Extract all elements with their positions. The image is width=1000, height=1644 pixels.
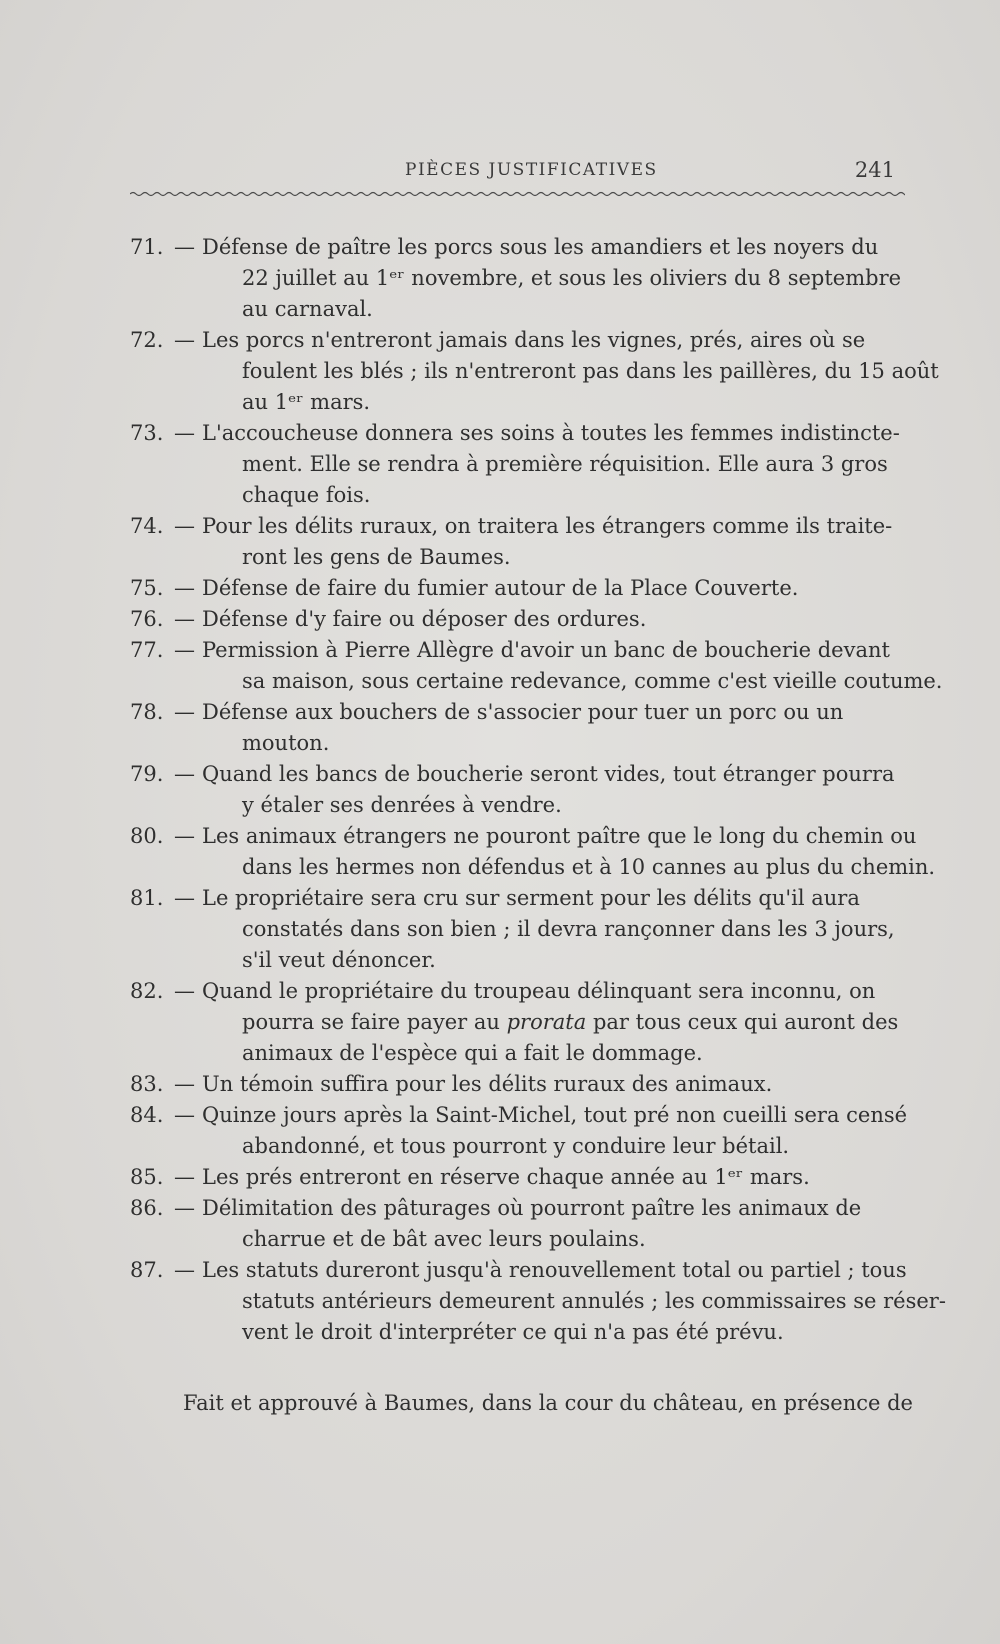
- item-text-line: au 1ᵉʳ mars.: [242, 390, 371, 414]
- item-text-line: Les porcs n'entreront jamais dans les vignes, prés, aires où se: [202, 328, 866, 352]
- item-number: 82.: [130, 979, 164, 1003]
- item-dash: —: [174, 514, 195, 538]
- item-text-line: Défense d'y faire ou déposer des ordures.: [202, 607, 647, 631]
- item-dash: —: [174, 762, 195, 786]
- closing-paragraph: Fait et approuvé à Baumes, dans la cour du château, en présence de: [183, 1391, 913, 1415]
- item-dash: —: [174, 979, 195, 1003]
- statute-item: [130, 1193, 910, 1255]
- item-number: 79.: [130, 762, 164, 786]
- item-dash: —: [174, 1258, 195, 1282]
- item-number: 87.: [130, 1258, 164, 1282]
- item-text-line: Pour les délits ruraux, on traitera les étrangers comme ils traite-: [202, 514, 893, 538]
- item-dash: —: [174, 607, 195, 631]
- item-text-line: mouton.: [242, 731, 330, 755]
- item-dash: —: [174, 235, 195, 259]
- item-text-line: Le propriétaire sera cru sur serment pour les délits qu'il aura: [202, 886, 860, 910]
- item-text-line: chaque fois.: [242, 483, 371, 507]
- item-text-line: Délimitation des pâturages où pourront paître les animaux de: [202, 1196, 862, 1220]
- item-number: 83.: [130, 1072, 164, 1096]
- statute-item: [130, 573, 910, 604]
- item-text-line: Quand le propriétaire du troupeau délinquant sera inconnu, on: [202, 979, 876, 1003]
- item-number: 86.: [130, 1196, 164, 1220]
- item-text-line: s'il veut dénoncer.: [242, 948, 436, 972]
- item-dash: —: [174, 576, 195, 600]
- item-number: 76.: [130, 607, 164, 631]
- item-dash: —: [174, 886, 195, 910]
- statute-item: [130, 976, 910, 1069]
- item-text-line: Quand les bancs de boucherie seront vides, tout étranger pourra: [202, 762, 895, 786]
- item-text-line: abandonné, et tous pourront y conduire leur bétail.: [242, 1134, 790, 1158]
- statute-list: [130, 232, 946, 1348]
- item-text-line: Un témoin suffira pour les délits ruraux des animaux.: [202, 1072, 773, 1096]
- item-text-line: Quinze jours après la Saint-Michel, tout pré non cueilli sera censé: [202, 1103, 908, 1127]
- item-number: 84.: [130, 1103, 164, 1127]
- item-dash: —: [174, 328, 195, 352]
- page-header: [130, 160, 905, 188]
- statute-item: [130, 418, 910, 511]
- item-text-line: Les prés entreront en réserve chaque année au 1ᵉʳ mars.: [202, 1165, 810, 1189]
- statute-item: [130, 325, 939, 418]
- statute-item: [130, 511, 910, 573]
- item-number: 80.: [130, 824, 164, 848]
- item-text-line: statuts antérieurs demeurent annulés ; les commissaires se réser-: [242, 1289, 946, 1313]
- item-text-line: Permission à Pierre Allègre d'avoir un banc de boucherie devant: [202, 638, 890, 662]
- item-text-line: dans les hermes non défendus et à 10 cannes au plus du chemin.: [242, 855, 936, 879]
- item-number: 78.: [130, 700, 164, 724]
- item-text-line: animaux de l'espèce qui a fait le dommage.: [242, 1041, 703, 1065]
- item-text-line: 22 juillet au 1ᵉʳ novembre, et sous les oliviers du 8 septembre: [242, 266, 902, 290]
- item-dash: —: [174, 700, 195, 724]
- statute-item: [130, 232, 910, 325]
- statute-item: [130, 1162, 910, 1193]
- item-text-line: L'accoucheuse donnera ses soins à toutes les femmes indistincte-: [202, 421, 900, 445]
- item-text-line: foulent les blés ; ils n'entreront pas dans les paillères, du 15 août: [242, 359, 939, 383]
- item-text-line: constatés dans son bien ; il devra rançonner dans les 3 jours,: [242, 917, 895, 941]
- statute-item: [130, 1100, 910, 1162]
- item-text-line: Défense de paître les porcs sous les amandiers et les noyers du: [202, 235, 879, 259]
- item-text-line: y étaler ses denrées à vendre.: [242, 793, 562, 817]
- wavy-rule: [130, 190, 905, 198]
- item-dash: —: [174, 1103, 195, 1127]
- statute-item: [130, 604, 910, 635]
- item-text-line: sa maison, sous certaine redevance, comme c'est vieille coutume.: [242, 669, 943, 693]
- item-text-line: Les statuts dureront jusqu'à renouvellement total ou partiel ; tous: [202, 1258, 907, 1282]
- statute-item: [130, 759, 910, 821]
- item-dash: —: [174, 421, 195, 445]
- statute-item: [130, 697, 910, 759]
- item-text-line: Les animaux étrangers ne pouront paître que le long du chemin ou: [202, 824, 917, 848]
- statute-item: [130, 1069, 910, 1100]
- statute-item: [130, 635, 943, 697]
- item-dash: —: [174, 1196, 195, 1220]
- item-text-line: ront les gens de Baumes.: [242, 545, 511, 569]
- item-number: 73.: [130, 421, 164, 445]
- item-text-line: ment. Elle se rendra à première réquisition. Elle aura 3 gros: [242, 452, 888, 476]
- item-number: 77.: [130, 638, 164, 662]
- statute-item: [130, 883, 910, 976]
- item-number: 85.: [130, 1165, 164, 1189]
- item-number: 72.: [130, 328, 164, 352]
- item-dash: —: [174, 638, 195, 662]
- running-title: PIÈCES JUSTIFICATIVES: [405, 160, 658, 180]
- item-text-line: vent le droit d'interpréter ce qui n'a pas été prévu.: [242, 1320, 784, 1344]
- item-dash: —: [174, 824, 195, 848]
- item-text-line: Défense aux bouchers de s'associer pour tuer un porc ou un: [202, 700, 844, 724]
- item-dash: —: [174, 1165, 195, 1189]
- item-number: 75.: [130, 576, 164, 600]
- item-dash: —: [174, 1072, 195, 1096]
- item-number: 71.: [130, 235, 164, 259]
- item-text-line: charrue et de bât avec leurs poulains.: [242, 1227, 646, 1251]
- item-number: 74.: [130, 514, 164, 538]
- page-number: 241: [854, 158, 895, 182]
- item-text-line: au carnaval.: [242, 297, 373, 321]
- statute-item: [130, 1255, 946, 1348]
- item-text-line: Défense de faire du fumier autour de la Place Couverte.: [202, 576, 799, 600]
- item-text-line: pourra se faire payer au prorata par tous ceux qui auront des: [242, 1010, 899, 1034]
- statute-item: [130, 821, 936, 883]
- item-number: 81.: [130, 886, 164, 910]
